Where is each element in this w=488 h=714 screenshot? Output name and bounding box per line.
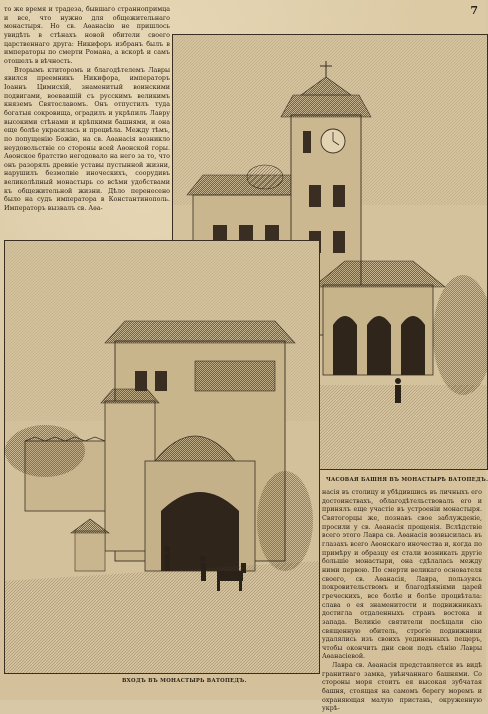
caption-monastery-gate: ВХОДЪ ВЪ МОНАСТЫРЬ ВАТОПЕДЪ. (122, 678, 247, 684)
text-column-bottom-right (322, 489, 482, 713)
page-number: 7 (470, 4, 478, 17)
paragraph: то же время и традеза, бывшаго страннопримца и все, что нужно для общежительнаго монастыря. Но св. Аѳанасію не пришлось увидѣть в стѣнахъ новой обители своего царственнаго друга: Никифоръ избранъ былъ в императоры по смерти Романа, а вскорѣ и самъ отошелъ в вѣчность. (4, 6, 170, 65)
illustration-monastery-gate (4, 240, 320, 674)
monastery-gate-engraving (5, 241, 319, 673)
text-column-top-left (4, 6, 170, 236)
paragraph: Вторымъ ктиторомъ и благодѣтелемъ Лавры явился преемникъ Никифора, императоръ Іоаннъ Цимисхій, знаменитый воинскими подвигами, воевавшій съ русскимъ великимъ княземъ Святославомъ. Онъ отпустилъ туда богатыя сокровища, оградилъ и укрѣпилъ Лавру высокими стѣнами и крѣпкими башнями, и она еще болѣе украсилась и процвѣла. Между тѣмъ, по попущенію Божію, на св. Аѳанасія возникло неудовольствіе со стороны всей Аѳонской горы. Аѳонское братство негодовало на него за то, что онъ разорялъ древніе уставы пустынной жизни, нарушилъ безмолвіе иноческихъ, соорудивъ великолѣпный монастырь со всѣми удобствами къ общежительной жизни. Дѣло перенесено было на судъ императора в Константинополь. Императоръ вызвалъ св. Аѳа- (4, 66, 170, 213)
paragraph: насія въ столицу и убѣдившись въ личныхъ его достоинствахъ, облагодѣтельствовалъ его и принялъ еще участіе въ устроеніи монастыря. Святогорцы же, познавъ свое заблужденіе, просили у св. Аѳанасія прощенія. Вслѣдствіе всего этого Лавра св. Аѳанасія возвысилась въ глазахъ всего Аѳонскаго иночества и, когда по примѣру и образцу ея стали возникать другіе большіе монастыри, она сдѣлалась между ними первою. По смерти великаго основателя своего, св. Аѳанасія, Лавра, пользуясь покровительствомъ и благодѣяніями царей греческихъ, все болѣе и болѣе процвѣтала: слава о ея знаменитости и подвижникахъ достигла отдаленныхъ странъ востока и запада. Великіе святители посѣщали сію священную обитель, строгіе подвижники удалялись изъ своихъ уединенныхъ пещеръ, чтобы окончить дни свои подъ сѣнію Лавры Аѳанасіевой. (322, 489, 482, 661)
caption-clock-tower: ЧАСОВАЯ БАШНЯ ВЪ МОНАСТЫРѢ ВАТОПЕДЪ. (326, 477, 488, 483)
paragraph: Лавра св. Аѳанасія представляется въ видѣ гранитнаго замка, увѣнчаннаго башнями. Со стороны моря стоитъ ея высокая зубчатая башня, стоящая на самомъ берегу моремъ и охраняющая малую пристань, окруженную укрѣ- (322, 662, 482, 713)
